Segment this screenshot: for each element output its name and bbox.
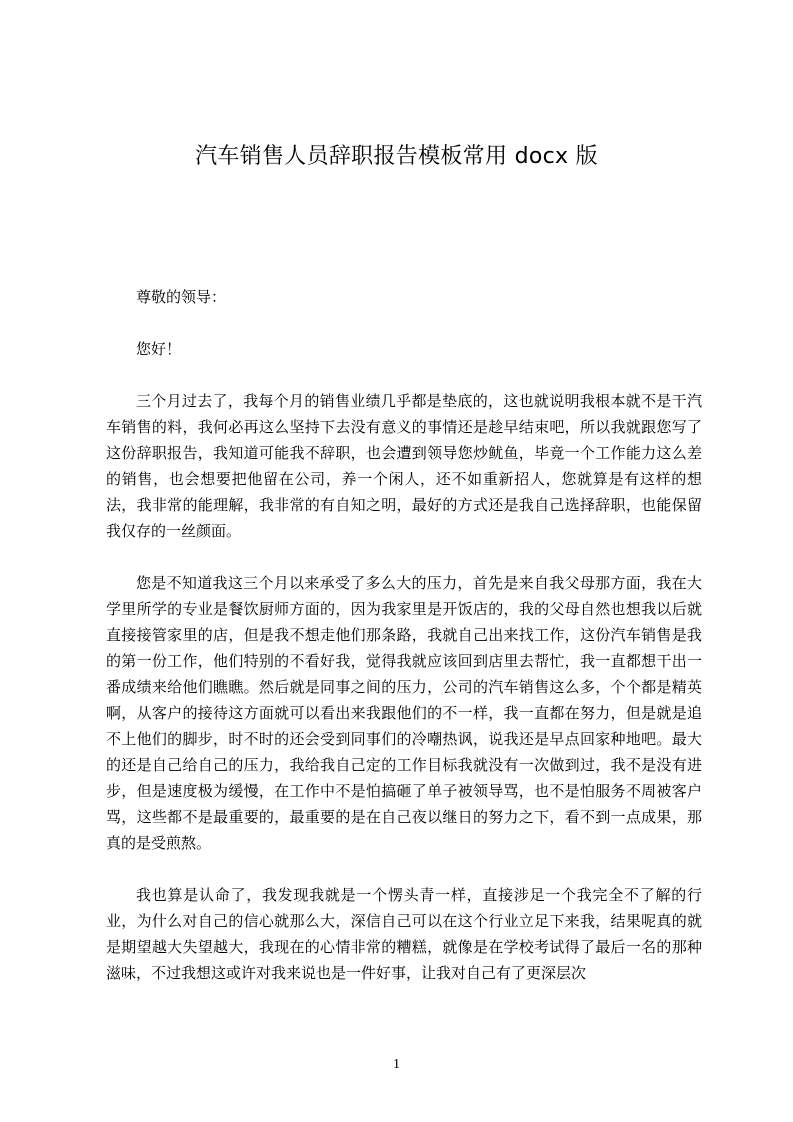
body-paragraph: 三个月过去了，我每个月的销售业绩几乎都是垫底的，这也就说明我根本就不是干汽车销售的料，我何必再这么坚持下去没有意义的事情还是趁早结束吧，所以我就跟您写了这份辞职报告，我知道可能我不辞职，也会遭到领导您炒鱿鱼，毕竟一个工作能力这么差的销售，也会想要把他留在公司，养一个闲人，还不如重新招人，您就算是有这样的想法，我非常的能理解，我非常的有自知之明，最好的方式还是我自己选择辞职，也能保留我仅存的一丝颜面。 bbox=[106, 392, 702, 540]
document-title: 汽车销售人员辞职报告模板常用 docx 版 bbox=[195, 144, 598, 169]
body-paragraph: 我也算是认命了，我发现我就是一个愣头青一样，直接涉足一个我完全不了解的行业，为什么对自己的信心就那么大，深信自己可以在这个行业立足下来我，结果呢真的就是期望越大失望越大，我现在的心情非常的糟糕，就像是在学校考试得了最后一名的那种滋味，不过我想这或许对我来说也是一件好事，让我对自己有了更深层次 bbox=[106, 886, 702, 982]
greeting: 您好！ bbox=[136, 340, 182, 358]
salutation: 尊敬的领导： bbox=[136, 288, 227, 306]
page-number: 1 bbox=[393, 1057, 400, 1072]
document-body bbox=[106, 284, 702, 1012]
body-paragraph: 您是不知道我这三个月以来承受了多么大的压力，首先是来自我父母那方面，我在大学里所学的专业是餐饮厨师方面的，因为我家里是开饭店的，我的父母自然也想我以后就直接接管家里的店，但是我不想走他们那条路，我就自己出来找工作，这份汽车销售是我的第一份工作，他们特别的不看好我，觉得我就应该回到店里去帮忙，我一直都想干出一番成绩来给他们瞧瞧。然后就是同事之间的压力，公司的汽车销售这么多，个个都是精英啊，从客户的接待这方面就可以看出来我跟他们的不一样，我一直都在努力，但是就是追不上他们的脚步，时不时的还会受到同事们的冷嘲热讽，说我还是早点回家种地吧。最大的还是自己给自己的压力，我给我自己定的工作目标我就没有一次做到过，我不是没有进步，但是速度极为缓慢，在工作中不是怕搞砸了单子被领导骂，也不是怕服务不周被客户骂，这些都不是最重要的，最重要的是在自己夜以继日的努力之下，看不到一点成果，那真的是受煎熬。 bbox=[106, 574, 702, 852]
